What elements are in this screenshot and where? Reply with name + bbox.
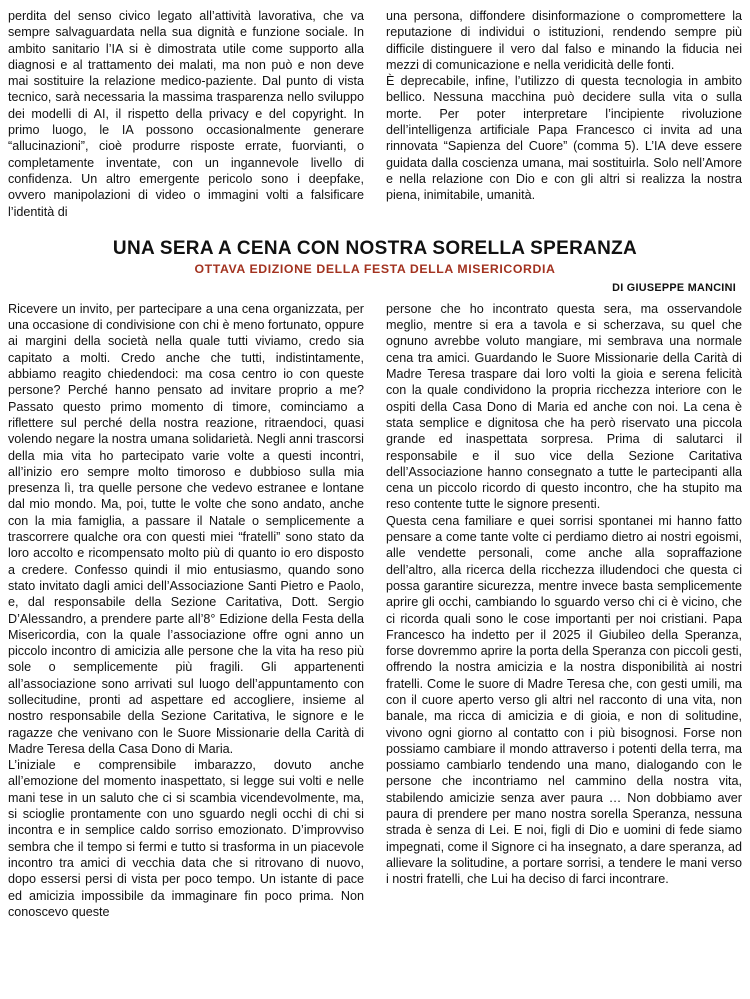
paragraph: Ricevere un invito, per partecipare a una cena organizzata, per una occasione di condivisione con chi è meno fortunato, oppure ai margini della società nella quale tutti viviamo, credo sia capitato a molti. Credo anche che tutti, indistintamente, abbiamo reagito chiedendoci: ma cosa centro io con queste persone? Perché hanno pensato ad invitare proprio a me? Passato questo primo momento di timore, cominciamo a riflettere sul perché della nostra reazione, ritraendoci, quasi volendo negare la nostra umana solidarietà. Negli anni trascorsi della mia vita ho partecipato varie volte a questi incontri, all’inizio ero sempre molto timoroso e dubbioso sulla mia presenza lì, tra quelle persone che vedevo estranee e lontane dal mio mondo. Ma, poi, tutte le volte che sono andato, anche con la mia famiglia, a passare il Natale o semplicemente a trascorrere qualche ora con questi miei “fratelli” sono stato da loro accolto e ricompensato molto più di quanto io ero disposto a credere. Confesso quindi il mio entusiasmo, quando sono stato invitato dagli amici dell’Associazione Santi Pietro e Paolo, e, dal responsabile della Sezione Caritativa, Dott. Sergio D’Alessandro, a prendere parte all’8° Edizione della Festa della Misericordia, con la quale l’associazione offre ogni anno un piccolo incontro di amicizia alle persone che la vita ha reso più sole o semplicemente più fragili. Gli appartenenti all’associazione sono arrivati sul luogo dell’appuntamento con sollecitudine, pronti ad aspettare ed accogliere, insieme al nostro responsabile della Sezione Caritativa, le signore e le ragazze che venivano con le Suore Missionarie della Carità di Madre Teresa della Casa Dono di Maria. [8,301,364,756]
top-right-column [386,8,742,220]
paragraph: una persona, diffondere disinformazione o compromettere la reputazione di individui o istituzioni, rendendo sempre più difficile distinguere il vero dal falso e minando la fiducia nei mezzi di comunicazione e nella veridicità delle fonti. [386,9,742,72]
paragraph: È deprecabile, infine, l’utilizzo di questa tecnologia in ambito bellico. Nessuna macchina può decidere sulla vita o sulla morte. Per poter interpretare l’incipiente rivoluzione dell’intelligenza artificiale Papa Francesco ci invita ad una rinnovata “Sapienza del Cuore” (comma 5). L’IA deve essere guidata dalla coscienza umana, mai sostituirla. Solo nell’Amore e nella relazione con Dio e con gli altri si realizza la nostra piena, inimitabile, umanità. [386,74,742,203]
article-left-column [8,301,364,920]
paragraph: perdita del senso civico legato all’attività lavorativa, che va sempre salvaguardata nella sua dignità e funzione sociale. In ambito sanitario l’IA si è dimostrata utile come supporto alla diagnosi e al trattamento dei malati, ma non può e non deve mai sostituire la relazione medico-paziente. Dal punto di vista tecnico, sarà necessaria la massima trasparenza nello sviluppo dei modelli di AI, il rispetto della privacy e del copyright. In primo luogo, le IA possono occasionalmente generare “allucinazioni”, cioè produrre risposte errate, fuorvianti, o completamente inventate, con un ingannevole livello di confidenza. Un altro emergente pericolo sono i deepfake, ovvero manipolazioni di video o immagini volti a falsificare l’identità di [8,9,364,219]
article-right-column [386,301,742,920]
top-left-column [8,8,364,220]
article-subtitle: OTTAVA EDIZIONE DELLA FESTA DELLA MISERICORDIA [194,261,556,276]
paragraph: L’iniziale e comprensibile imbarazzo, dovuto anche all’emozione del momento inaspettato, si legge sui volti e nelle mani tese in un saluto che ci si scambia vicendevolmente, ma, si scioglie prontamente con uno sguardo negli occhi di chi si incontra e in semplice caldo sorriso emozionato. D’improvviso sembra che il tempo si fermi e tutto si trasforma in un piacevole incontro tra amici di vecchia data che si ritrovano di nuovo, dopo essersi persi di vista per poco tempo. Un istante di pace ed amicizia impossibile da immaginare fin poco prima. Non conoscevo queste [8,758,364,919]
article-header [8,237,742,277]
paragraph: Questa cena familiare e quei sorrisi spontanei mi hanno fatto pensare a come tante volte ci perdiamo dietro ai nostri egoismi, alle vendette personali, come anche alla sopraffazione dell’altro, alla ricerca della ricchezza illudendoci che questa ci possa garantire sicurezza, mentre invece basta semplicemente aprire gli occhi, cambiando lo sguardo verso chi ci è vicino, che ci ricorda quali sono le cose importanti per noi cristiani. Papa Francesco ha indetto per il 2025 il Giubileo della Speranza, forse dovremmo aprire la porta della Speranza con piccoli gesti, offrendo la nostra amicizia e la nostra disponibilità ai nostri fratelli. Come le suore di Madre Teresa che, con gesti umili, ma con il cuore aperto verso gli altri nel racconto di una vita, non banale, ma ricca di amicizia e di gioia, e non di solitudine, vivono ogni giorno al contatto con i più bisognosi. Forse non possiamo cambiare il mondo attraverso i potenti della terra, ma possiamo cambiarlo tendendo una mano, dialogando con le persone che incontriamo nel cammino della nostra vita, stabilendo amicizie senza aver paura … Non dobbiamo aver paura di prendere per mano nostra sorella Speranza, nessuna strada è senza di Lei. E noi, figli di Dio e uomini di fede siamo impegnati, come il Signore ci ha insegnato, a dare speranza, ad allievare la solitudine, a portare sorrisi, a tendere le mani verso i nostri fratelli, che Lui ha deciso di farci incontrare. [386,513,742,887]
paragraph: persone che ho incontrato questa sera, ma osservandole meglio, mentre si era a tavola e si scherzava, su quel che ognuno avrebbe voluto mangiare, mi sembrava una normale cena tra amici. Guardando le Suore Missionarie della Carità di Madre Teresa traspare dai loro volti la gioia e serena felicità con la quale condividono la propria ricchezza interiore con le ospiti della Casa Dono di Maria ed anche con noi. La cena è stata semplice e dignitosa che ha però riservato una piccola grande ed inaspettata sorpresa. Prima di salutarci il responsabile e il suo vice della Sezione Caritativa dell’Associazione hanno consegnato a tutte le partecipanti alla cena un piccolo ricordo di questo incontro, che ha stupito ma reso contente tutte le signore presenti. [386,301,742,512]
article-title: UNA SERA A CENA CON NOSTRA SORELLA SPERANZA [112,237,638,259]
article-byline: DI GIUSEPPE MANCINI [612,281,736,294]
previous-article-continuation [8,8,742,220]
article-body [8,301,742,920]
